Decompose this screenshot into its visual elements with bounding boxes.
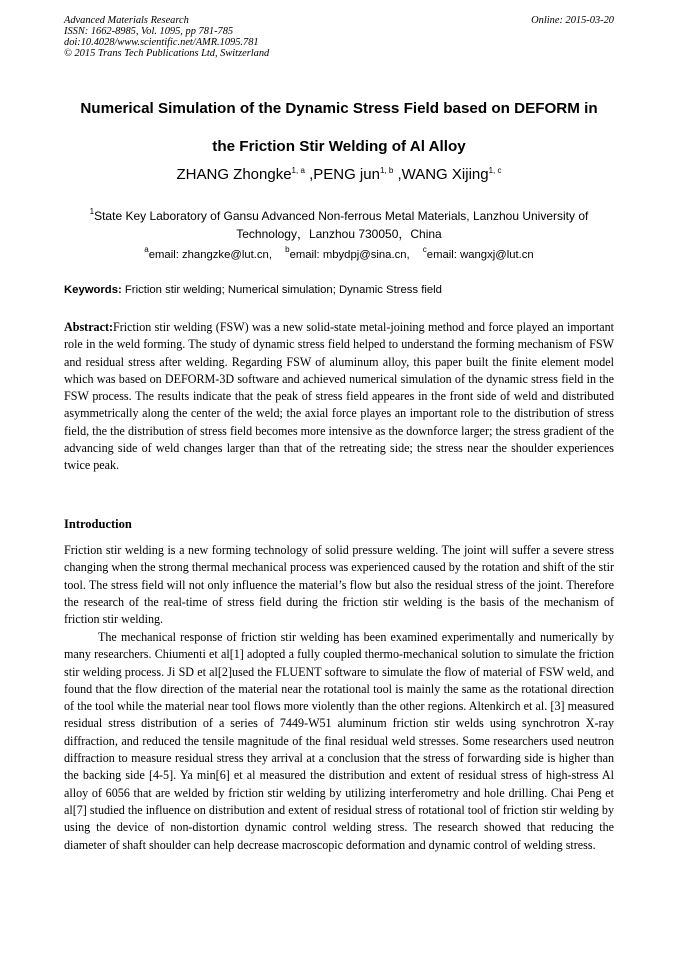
email-list [0,245,678,261]
abstract-text: Friction stir welding (FSW) was a new solid-state metal-joining method and force played an important role in the weld forming. The study of dynamic stress field helped to understand the forming mechanism of FSW and residual stress after welding. Regarding FSW of aluminum alloy, this paper built the finite element model which was based on DEFORM-3D software and achieved numerical simulation of the dynamic stress field in the FSW process. The results indicate that the peak of stress field appeares in the front side of weld and distributed asymmetrically along the center of the weld; the axial force playes an important role to the distribution of stress field, the the distribution of stress field becomes more intensive as the downforce larger; the stress gradient of the advancing side of weld changes larger than that of the retreating side; the stress near the shoulder experiences twice peak. [64,320,614,473]
author-list [0,166,678,183]
email-link[interactable]: email: mbydpj@sina.cn, [289,249,410,261]
email-sup: c [422,245,427,254]
journal-name: Advanced Materials Research [64,15,189,26]
affiliation-text: State Key Laboratory of Gansu Advanced Non-ferrous Metal Materials, Lanzhou University of Technology，Lanzhou 730050，China [94,209,589,241]
keywords [64,284,614,296]
author-sup: 1, c [488,166,502,175]
email-sup: b [285,245,290,254]
title-line-1: Numerical Simulation of the Dynamic Stress Field based on DEFORM in [80,100,598,117]
author-name: ,PENG jun [309,166,380,183]
paragraph: The mechanical response of friction stir welding has been examined experimentally and numerically by many researchers. Chiumenti et al[1] adopted a fully coupled thermo-mechanical solution to simulate the friction stir welding process. Ji SD et al[2]used the FLUENT software to simulate the flow of material of FSW weld, and found that the flow direction of the material near the rotational tool is mainly the same as the rotational direction of the tool while the material near tool flows more violently than the other regions. Altenkirch et al. [3] measured residual stress distribution of a series of 7449-W51 aluminum friction stir welds using synchrotron X-ray diffraction, and reduced the tensile magnitude of the final residual weld stresses. Some researchers used neutron diffraction to measure residual stress they arrival at a conclusion that the stress of forwarding side is higher than the backing side [4-5]. Ya min[6] et al measured the distribution and extent of residual stress of high-stress Al alloy of 6056 that are welded by friction stir welding by utilizing interferometry and hole drilling. Chai Peng et al[7] studied the influence on distribution and extent of residual stress of rotational tool of friction stir welding by using the device of non-distortion dynamic control welding stress. The research showed that reducing the diameter of shaft shoulder can help decrease macroscopic deformation and dynamic control of welding stress. [64,630,614,852]
doi-line: doi:10.4028/www.scientific.net/AMR.1095.781 [64,37,259,48]
abstract-label: Abstract: [64,320,114,334]
author-name: ZHANG Zhongke [176,166,292,183]
keywords-label: Keywords: [64,284,122,296]
running-header [64,15,614,59]
paper-title [40,90,638,166]
email-sup: a [144,245,149,254]
email-link[interactable]: email: wangxj@lut.cn [426,249,534,261]
affiliation-sup: 1 [89,207,95,216]
email-link[interactable]: email: zhangzke@lut.cn, [148,249,272,261]
author-name: ,WANG Xijing [397,166,489,183]
affiliation [70,203,608,243]
section-heading-introduction: Introduction [64,517,132,531]
author-sup: 1, a [291,166,305,175]
keywords-text: Friction stir welding; Numerical simulation; Dynamic Stress field [121,284,442,296]
online-date: Online: 2015-03-20 [531,15,614,26]
title-line-2: the Friction Stir Welding of Al Alloy [212,138,466,155]
author-sup: 1, b [379,166,394,175]
paragraph: Friction stir welding is a new forming technology of solid pressure welding. The joint will suffer a severe stress changing when the strong thermal mechanical process was experienced caused by the rotation and shift of the stir tool. The stress field will not only influence the material’s flow but also the residual stress of the joint. Therefore the research of the real-time of stress field during the friction stir welding is the basis of the mechanism of friction stir welding. [64,543,614,627]
issn-line: ISSN: 1662-8985, Vol. 1095, pp 781-785 [64,26,234,37]
abstract [64,319,614,475]
copyright-line: © 2015 Trans Tech Publications Ltd, Switzerland [64,48,270,59]
